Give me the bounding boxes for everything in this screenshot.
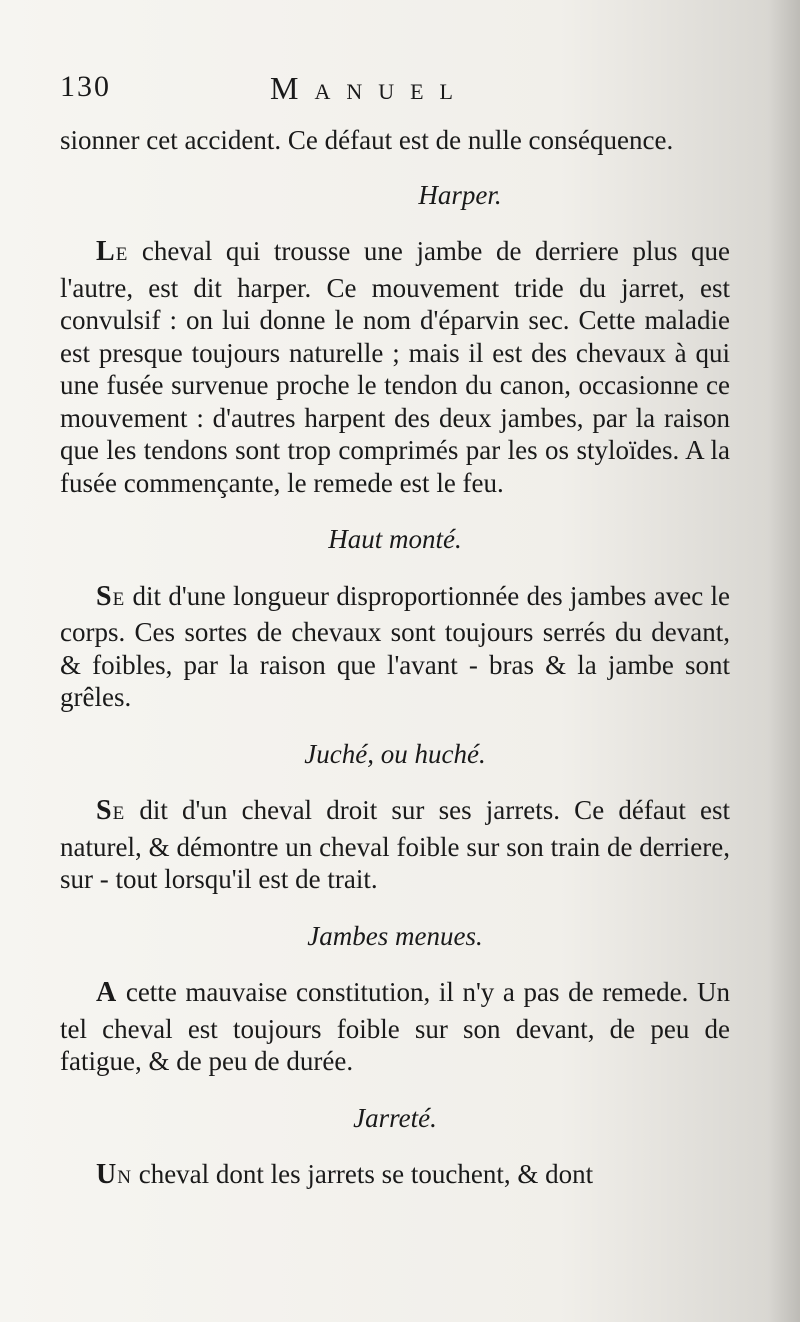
initial-juche: SE <box>96 795 126 826</box>
entry-body-haut-monte <box>60 580 730 714</box>
entry-text-jambes-menues: cette mauvaise constitution, il n'y a pas de remede. Un tel cheval est toujours foible sur son devant, de peu de fatigue, & de peu de durée. <box>60 977 730 1076</box>
running-title: Manuel <box>270 70 469 106</box>
entry-title-harper: Harper. <box>418 179 502 210</box>
entry-text-harper: cheval qui trousse une jambe de derriere plus que l'autre, est dit harper. Ce mouvement tride du jarret, est convulsif : on lui donne le nom d'éparvin sec. Cette maladie est presque toujours naturelle ; mais il est des chevaux à qui une fusée survenue proche le tendon du canon, occasionne ce mouvement : d'autres harpent des deux jambes, par la raison que les tendons sont trop comprimés par les os styloïdes. A la fusée commençante, le remede est le feu. <box>60 236 730 498</box>
entry-text-juche: dit d'un cheval droit sur ses jarrets. Ce défaut est naturel, & démontre un cheval foible sur son train de derriere, sur - tout lorsqu'il est de trait. <box>60 795 730 894</box>
initial-jarrete: UN <box>96 1159 132 1190</box>
entry-title-haut-monte: Haut monté. <box>328 524 462 554</box>
entry-body-juche <box>60 794 730 896</box>
entry-title-jambes-menues: Jambes menues. <box>307 920 483 951</box>
running-head <box>60 70 740 110</box>
initial-harper: LE <box>96 236 129 267</box>
entry-title-jarrete: Jarreté. <box>353 1102 437 1133</box>
entry-body-harper <box>60 235 730 499</box>
entry-text-haut-monte: dit d'une longueur disproportionnée des jambes avec le corps. Ces sortes de chevaux sont toujours serrés du devant, & foibles, par la raison que l'avant - bras & la jambe sont grêles. <box>60 580 730 712</box>
initial-haut-monte: SE <box>96 580 126 612</box>
entry-body-jarrete <box>60 1158 730 1195</box>
entry-title-juche: Juché, ou huché. <box>304 738 486 769</box>
page-body <box>60 124 730 1195</box>
entry-body-jambes-menues <box>60 976 730 1078</box>
continuation-paragraph: sionner cet accident. Ce défaut est de nulle conséquence. <box>60 125 674 155</box>
page-number: 130 <box>60 70 111 103</box>
entry-text-jarrete: cheval dont les jarrets se touchent, & dont <box>131 1159 594 1189</box>
initial-jambes-menues: A <box>96 977 118 1008</box>
